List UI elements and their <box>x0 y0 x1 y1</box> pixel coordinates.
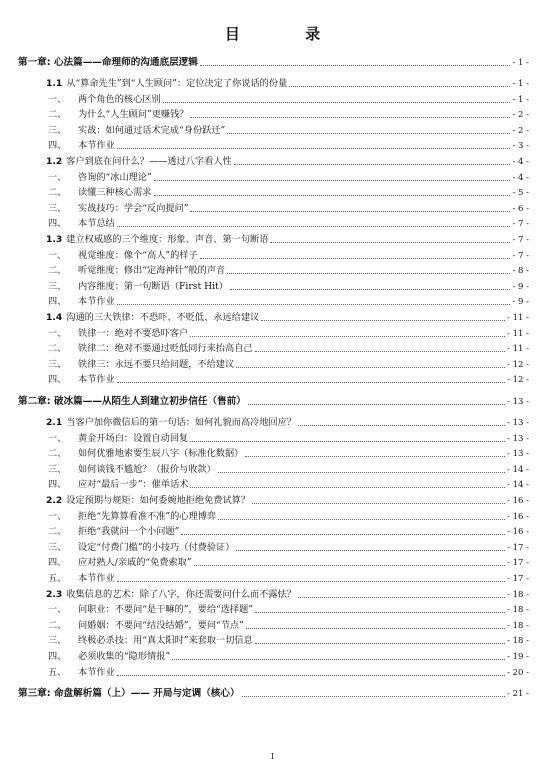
entry-page: - 4 - <box>512 157 529 167</box>
toc-item[interactable] <box>48 463 529 477</box>
item-marker: 三、 <box>48 124 67 136</box>
item-marker: 一、 <box>48 93 67 105</box>
dot-leader <box>190 478 505 488</box>
entry-page: - 11 - <box>507 328 529 339</box>
item-marker: 二、 <box>48 343 67 355</box>
toc-entry-text <box>46 311 259 325</box>
dot-leader <box>227 264 510 274</box>
dot-leader <box>117 666 505 676</box>
entry-title: 咨询的“冰山理论” <box>78 171 152 183</box>
toc-entry-text <box>46 416 296 430</box>
entry-title: 从“算命先生”到“人生顾问”：定位决定了你说话的份量 <box>66 78 288 89</box>
entry-title: 沟通的三大铁律：不恐吓、不贬低、永远给建议 <box>66 312 260 323</box>
entry-page: - 16 - <box>507 511 529 522</box>
dot-leader <box>194 556 505 566</box>
toc-item[interactable] <box>48 432 529 446</box>
entry-title: 第三章: 命盘解析篇（上）—— 开局与定调（核心） <box>18 688 240 700</box>
toc-entry-text <box>18 395 246 409</box>
dot-leader <box>252 494 505 504</box>
dot-leader <box>218 463 505 473</box>
item-marker: 四、 <box>48 479 67 491</box>
toc-item[interactable] <box>48 171 529 185</box>
item-marker: 四、 <box>48 296 67 308</box>
toc-entry-text <box>46 588 296 602</box>
entry-page: - 7 - <box>512 219 529 230</box>
dot-leader <box>190 327 505 337</box>
item-marker: 二、 <box>48 109 67 121</box>
item-marker: 二、 <box>48 265 67 277</box>
entry-page: - 18 - <box>507 620 529 631</box>
section-number: 1.1 <box>46 78 63 89</box>
toc-entry-text <box>48 463 216 477</box>
dot-leader <box>236 541 505 551</box>
toc-item[interactable] <box>48 358 529 372</box>
toc-entry-text <box>48 556 192 570</box>
entry-title: 如何谈钱不尴尬？（报价与收款） <box>78 463 216 475</box>
dot-leader <box>255 342 505 352</box>
dot-leader <box>190 432 505 442</box>
entry-title: 黄金开场白：设置自动回复 <box>78 432 189 444</box>
entry-title: 问职业：不要问“是干嘛的”，要给“选择题” <box>78 604 253 616</box>
toc-item[interactable] <box>48 108 529 122</box>
toc-entry-text <box>48 358 234 372</box>
entry-page: - 4 - <box>512 172 529 183</box>
entry-page: - 12 - <box>507 375 529 386</box>
entry-page: - 1 - <box>512 58 529 68</box>
toc-item[interactable] <box>48 124 529 138</box>
dot-leader <box>117 295 511 305</box>
section-number: 1.4 <box>46 312 63 323</box>
toc-entry-text <box>48 478 188 492</box>
entry-page: - 13 - <box>507 397 529 407</box>
toc-entry-text <box>46 155 232 169</box>
toc-entry-text <box>48 432 188 446</box>
entry-title: 应对熟人/亲戚的“免费索取” <box>78 557 192 569</box>
entry-page: - 8 - <box>512 266 529 277</box>
entry-title: 本节作业 <box>78 573 115 584</box>
toc-item[interactable] <box>48 217 529 231</box>
dot-leader <box>255 603 505 613</box>
dot-leader <box>261 311 505 321</box>
entry-title: 第二章: 破冰篇——从陌生人到建立初步信任（售前） <box>18 396 246 407</box>
toc-item[interactable] <box>48 93 529 107</box>
entry-page: - 13 - <box>507 418 529 428</box>
entry-page: - 7 - <box>512 235 529 245</box>
toc-item[interactable] <box>48 280 529 294</box>
entry-page: - 3 - <box>512 141 529 152</box>
toc-item[interactable] <box>48 202 529 216</box>
toc-entry-text <box>48 217 115 231</box>
toc-item[interactable] <box>48 342 529 356</box>
item-marker: 一、 <box>48 249 67 261</box>
entry-page: - 14 - <box>507 480 529 491</box>
toc-entry-text <box>48 572 115 586</box>
toc-entry-text <box>48 650 170 664</box>
toc-entry-text <box>48 541 234 555</box>
entry-page: - 12 - <box>507 359 529 370</box>
entry-page: - 18 - <box>507 636 529 647</box>
entry-title: 为什么“人生顾问”更赚钱？ <box>78 109 189 121</box>
dot-leader <box>227 124 510 134</box>
dot-leader <box>298 416 505 426</box>
dot-leader <box>289 77 510 87</box>
item-marker: 二、 <box>48 619 67 631</box>
entry-page: - 17 - <box>507 542 529 553</box>
entry-title: 视觉维度：像个“高人”的样子 <box>78 249 198 261</box>
entry-title: 必须收集的“隐形情报” <box>78 651 171 662</box>
entry-title: 本节作业 <box>78 140 115 152</box>
entry-title: 本节作业 <box>78 296 115 308</box>
item-marker: 三、 <box>48 280 67 292</box>
entry-page: - 5 - <box>512 188 529 199</box>
toc-entry-text <box>48 619 244 633</box>
toc-entry-text <box>48 666 115 680</box>
toc-item[interactable] <box>48 541 529 555</box>
entry-page: - 11 - <box>507 313 529 323</box>
toc-entry-text <box>48 249 198 263</box>
dot-leader <box>230 280 511 290</box>
entry-title: 建立权威感的三个维度：形象、声音、第一句断语 <box>66 234 269 245</box>
entry-title: 两个角色的核心区别 <box>78 93 161 105</box>
toc-item[interactable] <box>48 666 529 680</box>
dot-leader <box>181 525 505 535</box>
toc-section[interactable] <box>46 233 529 247</box>
toc-section[interactable] <box>46 588 529 602</box>
dot-leader <box>255 634 505 644</box>
entry-title: 本节总结 <box>78 218 115 230</box>
item-marker: 三、 <box>48 358 67 370</box>
dot-leader <box>218 510 505 520</box>
entry-title: 设定预期与规矩：如何委婉地拒绝免费试算？ <box>66 495 251 506</box>
item-marker: 一、 <box>48 604 67 616</box>
item-marker: 四、 <box>48 374 67 386</box>
toc-section[interactable] <box>46 311 529 325</box>
item-marker: 四、 <box>48 557 67 569</box>
dot-leader <box>246 619 505 629</box>
toc-entry-text <box>46 77 287 91</box>
toc-item[interactable] <box>48 327 529 341</box>
item-marker: 四、 <box>48 651 67 662</box>
toc-entry-text <box>48 295 115 309</box>
entry-page: - 21 - <box>507 689 529 700</box>
entry-page: - 2 - <box>512 125 529 136</box>
entry-page: - 9 - <box>512 281 529 292</box>
entry-page: - 19 - <box>507 652 529 662</box>
section-number: 1.2 <box>46 156 63 167</box>
toc-item[interactable] <box>48 478 529 492</box>
item-marker: 一、 <box>48 510 67 522</box>
entry-page: - 16 - <box>507 527 529 538</box>
entry-page: - 1 - <box>512 94 529 105</box>
toc-chapter[interactable] <box>18 395 529 409</box>
entry-page: - 1 - <box>512 79 529 89</box>
item-marker: 五、 <box>48 573 67 584</box>
toc-item[interactable] <box>48 525 529 539</box>
item-marker: 三、 <box>48 635 67 647</box>
entry-title: 铁律三：永远不要只给问题，不给建议 <box>78 358 235 370</box>
item-marker: 五、 <box>48 666 67 678</box>
item-marker: 二、 <box>48 448 67 460</box>
entry-page: - 6 - <box>512 203 529 214</box>
toc-entry-text <box>48 342 253 356</box>
toc-entry-text <box>48 634 253 648</box>
item-marker: 三、 <box>48 463 67 475</box>
toc-entry-text <box>48 108 188 122</box>
toc-item[interactable] <box>48 264 529 278</box>
entry-title: 客户到底在问什么？——透过八字看人性 <box>66 156 232 167</box>
toc-entry-text <box>18 687 240 701</box>
entry-title: 拒绝“我就问一个小问题” <box>78 526 180 538</box>
toc-entry-text <box>48 202 188 216</box>
dot-leader <box>200 249 511 259</box>
toc-entry-text <box>48 264 225 278</box>
entry-page: - 9 - <box>512 297 529 308</box>
entry-title: 终极必杀技：用“真太阳时”来套取一切信息 <box>78 635 253 647</box>
entry-title: 本节作业 <box>78 374 115 386</box>
toc-entry-text <box>48 447 243 461</box>
toc-item[interactable] <box>48 650 529 664</box>
toc-entry-text <box>48 171 152 185</box>
item-marker: 三、 <box>48 541 67 553</box>
toc-section[interactable] <box>46 155 529 169</box>
entry-page: - 18 - <box>507 605 529 616</box>
page-number: I <box>270 752 275 761</box>
entry-title: 铁律一：绝对不要恐吓客户 <box>78 327 189 339</box>
dot-leader <box>242 687 505 697</box>
entry-page: - 13 - <box>507 449 529 460</box>
toc-section[interactable] <box>46 416 529 430</box>
section-number: 2.1 <box>46 417 63 428</box>
entry-page: - 14 - <box>507 464 529 475</box>
entry-page: - 13 - <box>507 433 529 444</box>
toc-item[interactable] <box>48 186 529 200</box>
toc-entry-text <box>48 373 115 387</box>
toc-item[interactable] <box>48 139 529 153</box>
entry-title: 铁律二：绝对不要通过贬低同行来抬高自己 <box>78 343 253 355</box>
item-marker: 四、 <box>48 218 67 230</box>
entry-title: 听觉维度：修出“定海神针”般的声音 <box>78 265 226 277</box>
dot-leader <box>117 139 511 149</box>
toc-entry-text <box>48 186 152 200</box>
item-marker: 三、 <box>48 202 67 214</box>
dot-leader <box>154 171 511 181</box>
toc-section[interactable] <box>46 77 529 91</box>
dot-leader <box>117 217 511 227</box>
page-title: 目 录 <box>224 25 351 43</box>
entry-page: - 17 - <box>507 558 529 569</box>
dot-leader <box>248 395 505 405</box>
toc-item[interactable] <box>48 373 529 387</box>
toc-item[interactable] <box>48 249 529 263</box>
entry-title: 设定“付费门槛”的小技巧（付费验证） <box>78 541 235 553</box>
section-number: 2.3 <box>46 588 63 600</box>
entry-title: 应对“最后一步”：催单话术 <box>78 479 189 491</box>
entry-title: 第一章: 心法篇——命理师的沟通底层逻辑 <box>18 57 198 68</box>
entry-page: - 17 - <box>507 574 529 584</box>
item-marker: 二、 <box>48 187 67 199</box>
dot-leader <box>117 572 505 582</box>
toc-entry-text <box>48 327 188 341</box>
toc-item[interactable] <box>48 510 529 524</box>
section-number: 1.3 <box>46 234 63 245</box>
section-number: 2.2 <box>46 495 63 506</box>
toc-item[interactable] <box>48 572 529 586</box>
dot-leader <box>163 93 511 103</box>
toc-section[interactable] <box>46 494 529 508</box>
entry-title: 实战：如何通过话术完成“身份跃迁” <box>78 124 226 136</box>
toc-entry-text <box>46 233 268 247</box>
toc-chapter[interactable] <box>18 687 529 701</box>
item-marker: 一、 <box>48 432 67 444</box>
toc-entry-text <box>46 494 250 508</box>
toc-item[interactable] <box>48 619 529 633</box>
toc-entry-text <box>48 139 115 153</box>
entry-title: 如何优雅地索要生辰八字（标准化数据） <box>78 448 244 460</box>
entry-title: 问婚姻：不要问“结没结婚”，要问“节点” <box>78 619 244 631</box>
toc-entry-text <box>48 280 228 294</box>
entry-title: 当客户加你微信后的第一句话：如何礼貌而高冷地回应？ <box>66 417 296 428</box>
toc-entry-text <box>48 603 253 617</box>
toc-item[interactable] <box>48 603 529 617</box>
toc-entry-text <box>18 56 198 70</box>
entry-title: 读懂三种核心需求 <box>78 187 152 199</box>
dot-leader <box>200 56 511 66</box>
toc-entry-text <box>48 525 179 539</box>
toc-entry-text <box>48 93 161 107</box>
toc-entry-text <box>48 124 225 138</box>
toc-item[interactable] <box>48 447 529 461</box>
entry-title: 收集信息的艺术：除了八字，你还需要问什么而不露怯？ <box>66 588 296 600</box>
toc-item[interactable] <box>48 295 529 309</box>
dot-leader <box>190 108 510 118</box>
dot-leader <box>234 155 511 165</box>
toc-item[interactable] <box>48 556 529 570</box>
dot-leader <box>270 233 510 243</box>
dot-leader <box>154 186 511 196</box>
dot-leader <box>236 358 505 368</box>
entry-page: - 7 - <box>512 250 529 261</box>
entry-page: - 2 - <box>512 110 529 121</box>
entry-title: 内容维度：第一句断语（First Hit） <box>78 280 228 292</box>
entry-page: - 11 - <box>507 344 529 355</box>
entry-title: 拒绝“先算算看准不准”的心理博弈 <box>78 510 217 522</box>
dot-leader <box>190 202 510 212</box>
dot-leader <box>298 588 505 598</box>
dot-leader <box>117 373 505 383</box>
toc-entry-text <box>48 510 216 524</box>
item-marker: 一、 <box>48 327 67 339</box>
entry-page: - 18 - <box>507 589 529 600</box>
item-marker: 二、 <box>48 526 67 538</box>
toc-chapter[interactable] <box>18 56 529 70</box>
entry-title: 实战技巧：学会“反向提问” <box>78 202 189 214</box>
item-marker: 一、 <box>48 171 67 183</box>
dot-leader <box>245 447 505 457</box>
entry-title: 本节作业 <box>78 666 115 678</box>
entry-page: - 16 - <box>507 496 529 506</box>
item-marker: 四、 <box>48 140 67 152</box>
entry-page: - 20 - <box>507 667 529 678</box>
toc-item[interactable] <box>48 634 529 648</box>
dot-leader <box>172 650 505 660</box>
